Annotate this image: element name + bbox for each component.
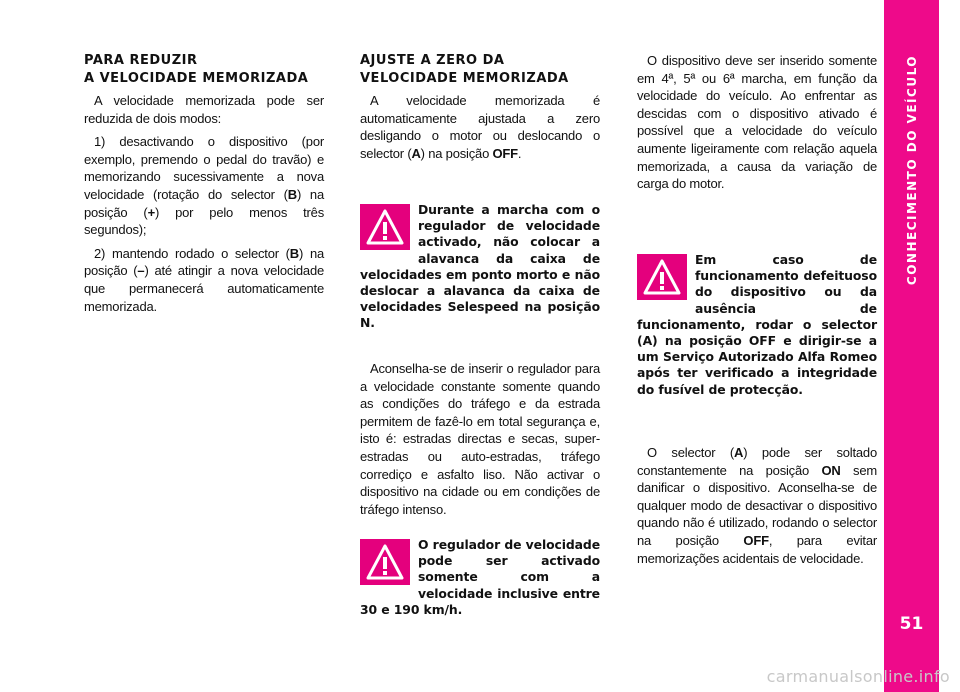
paragraph-reduce-method-2: 2) mantendo rodado o selector (B) na posição (–) até atingir a nova velocidade que permanecerá automaticamente memorizada. [84,245,325,314]
section-title-vertical: CONHECIMENTO DO VEÍCULO [904,54,919,286]
paragraph-gear-requirement: O dispositivo deve ser inserido somente em 4ª, 5ª ou 6ª marcha, em função da velocidade do veículo. Ao enfrentar as descidas com o dispositivo ativado é possível que a velocidade do veículo aumente ligeiramente com relação aquela memorizada, a causa da variação de carga do motor. [637,53,877,192]
section-heading-reduce-speed: PARA REDUZIR A VELOCIDADE MEMORIZADA [84,53,309,86]
warning-text-neutral: Durante a marcha com o regulador de velocidade activado, não colocar a alavanca da caixa de velocidades em ponto morto e não deslocar a alavanca da caixa de velocidades Selespeed na posição N. [360,202,600,331]
paragraph-reset-speed: A velocidade memorizada é automaticamente ajustada a zero desligando o motor ou deslocando o selector (A) na posição OFF. [360,93,600,161]
warning-text-speed-range: O regulador de velocidade pode ser activado somente com a velocidade inclusive entre 30 e 190 km/h. [360,537,600,617]
watermark: carmanualsonline.info [766,667,950,686]
column-middle [360,52,600,168]
warning-triangle-icon [637,254,687,300]
warning-triangle-icon [360,539,410,585]
column-left [84,52,324,321]
column-right-lower [637,444,877,573]
paragraph-reduce-intro: A velocidade memorizada pode ser reduzida de dois modos: [84,93,324,126]
column-right [637,52,877,199]
warning-text-malfunction: Em caso de funcionamento defeituoso do dispositivo ou da ausência de funcionamento, rodar o selector (A) na posição OFF e dirigir-se a um Serviço Autorizado Alfa Romeo após ter verificado a integridade do fusível de protecção. [637,252,877,397]
warning-triangle-icon [360,204,410,250]
paragraph-selector-release: O selector (A) pode ser soltado constantemente na posição ON sem danificar o dispositivo. Aconselha-se de qualquer modo de desactivar o dispositivo quando não é utilizado, rodando o selector na posição OFF, para evitar memorizações acidentais de velocidade. [637,445,877,566]
warning-box-speed-range [360,537,600,618]
paragraph-usage-conditions: Aconselha-se de inserir o regulador para a velocidade constante somente quando as condições do tráfego e da estrada permitem de fazê-lo em total segurança e, isto é: estradas directas e secas, super-estradas ou auto-estradas, tráfego corrediço e asfalto liso. Não activar o dispositivo na cidade ou em condições de tráfego intenso. [360,361,600,517]
warning-box-neutral [360,202,600,332]
page-number: 51 [899,614,924,634]
warning-box-malfunction [637,252,877,398]
column-middle-lower [360,360,600,524]
paragraph-reduce-method-1: 1) desactivando o dispositivo (por exemplo, premendo o pedal do travão) e memorizando sucessivamente a nova velocidade (rotação do selector (B) na posição (+) por pelo menos três segundos); [84,134,325,238]
section-heading-reset-speed: AJUSTE A ZERO DA VELOCIDADE MEMORIZADA [360,53,569,86]
